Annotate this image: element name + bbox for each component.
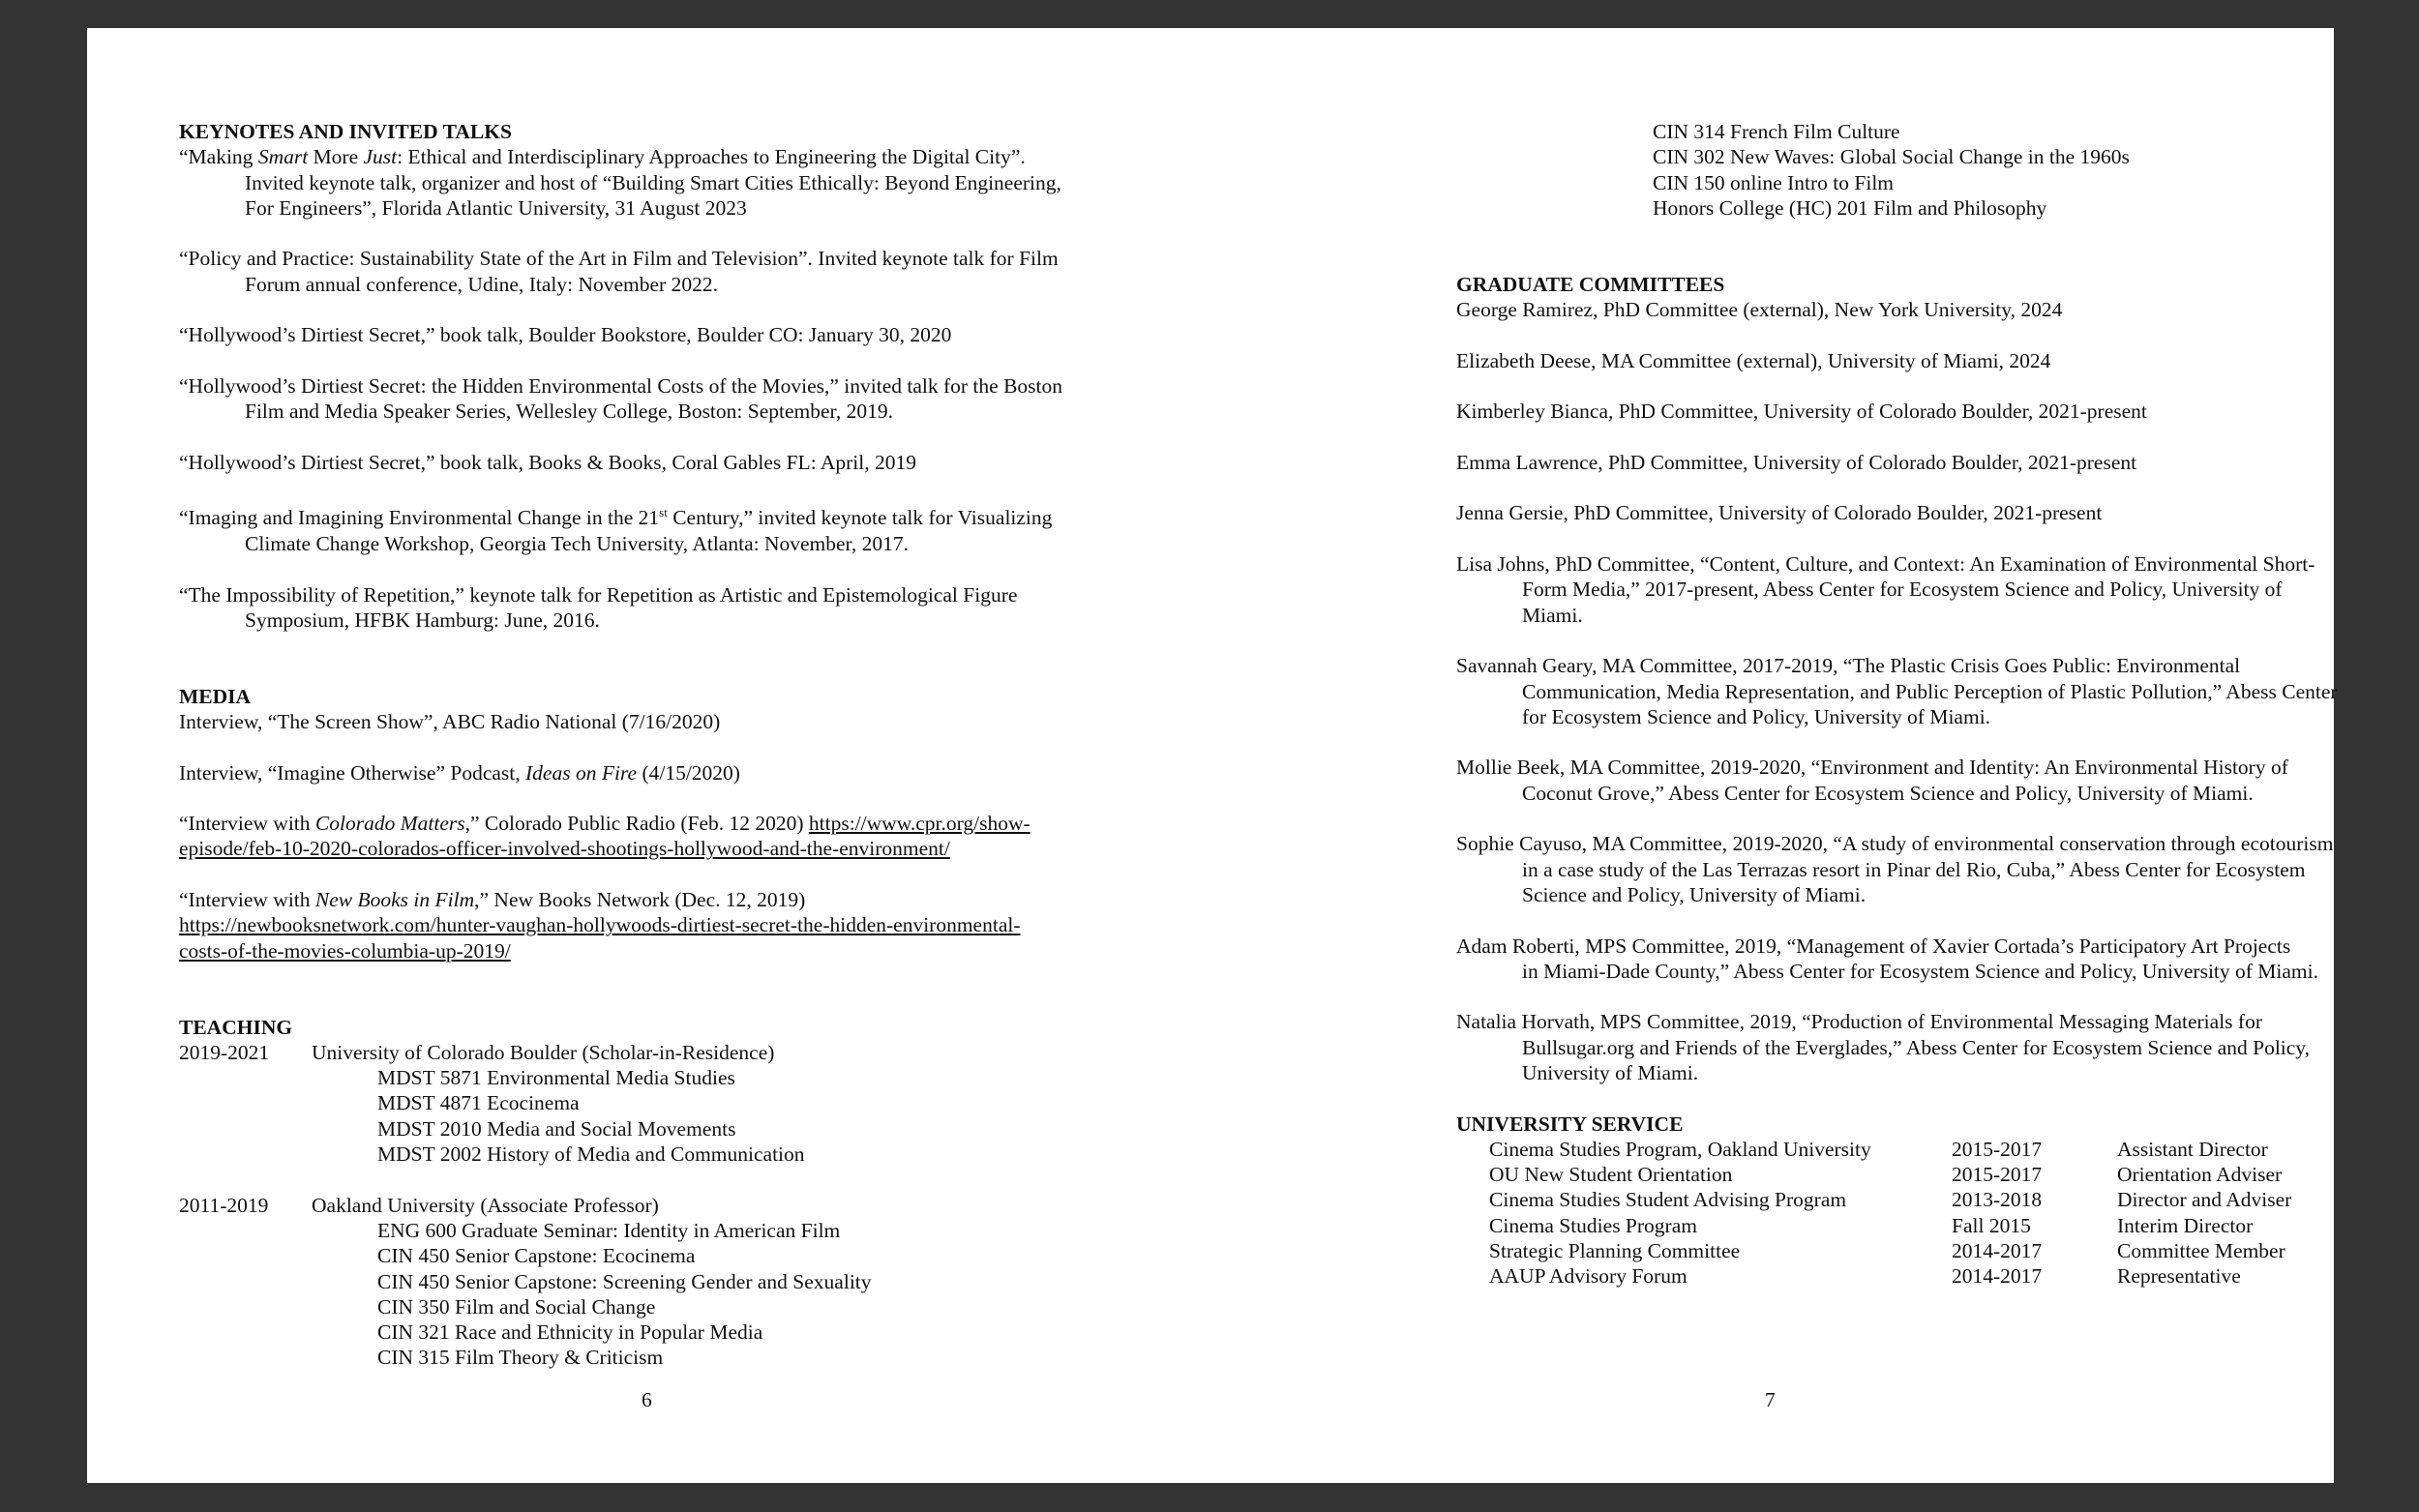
media-item-imagine-otherwise: Interview, “Imagine Otherwise” Podcast, Ideas on Fire (4/15/2020)	[179, 760, 740, 785]
media-item-colorado-matters: “Interview with Colorado Matters,” Colorado Public Radio (Feb. 12 2020) https://www.cpr.org/show- episode/feb-10-2020-colorados-officer-involved-shootings-hollywood-and-the-environment/	[179, 812, 1030, 861]
talk-policy-and-practice: “Policy and Practice: Sustainability State of the Art in Film and Television”. Invited keynote talk for Film Forum annual conference, Udine, Italy: November 2022.	[179, 247, 1059, 296]
service-name: OU New Student Orientation	[1489, 1163, 1733, 1187]
talk-wellesley: “Hollywood’s Dirtiest Secret: the Hidden Environmental Costs of the Movies,” invited talk for the Boston Film and Media Speaker Series, Wellesley College, Boston: September, 2019.	[179, 373, 1063, 424]
service-row	[1456, 1137, 2419, 1162]
cpr-link-part1[interactable]: https://www.cpr.org/show-	[808, 812, 1030, 836]
course-item: Honors College (HC) 201 Film and Philosophy	[1653, 195, 2047, 220]
course-item: CIN 315 Film Theory & Criticism	[377, 1346, 664, 1370]
page-6-content	[179, 119, 1147, 1371]
talk-making-smart-more-just: “Making Smart More Just: Ethical and Interdisciplinary Approaches to Engineering the Digital City”. Invited keynote talk, organizer and host of “Building Smart Cities Ethically: Beyond Engineering, For Engineers”, Florida Atlantic University, 31 August 2023	[179, 145, 1061, 220]
service-name: AAUP Advisory Forum	[1489, 1264, 1687, 1289]
service-role: Director and Adviser	[2117, 1188, 2292, 1212]
service-name: Cinema Studies Program	[1489, 1213, 1697, 1237]
course-item: CIN 150 online Intro to Film	[1653, 170, 1895, 194]
service-row	[1456, 1263, 2419, 1289]
course-item: ENG 600 Graduate Seminar: Identity in American Film	[377, 1218, 841, 1242]
media-heading: MEDIA	[179, 684, 252, 708]
graduate-committees-heading: GRADUATE COMMITTEES	[1456, 272, 1725, 296]
teaching-years: 2011-2019	[179, 1193, 269, 1217]
page-number: 7	[1765, 1388, 1776, 1411]
course-item: MDST 4871 Ecocinema	[377, 1091, 580, 1115]
service-role: Interim Director	[2117, 1213, 2254, 1237]
page-6	[87, 28, 1210, 1483]
service-years: 2015-2017	[1952, 1137, 2043, 1161]
committee-item: Adam Roberti, MPS Committee, 2019, “Management of Xavier Cortada’s Participatory Art Projects in Miami-Dade County,” Abess Center for Ecosystem Science and Policy, University of Miami.	[1456, 934, 2319, 983]
committee-item: Elizabeth Deese, MA Committee (external), University of Miami, 2024	[1456, 348, 2051, 372]
page-7-content	[1456, 119, 2419, 1290]
course-item: MDST 2010 Media and Social Movements	[377, 1116, 736, 1141]
service-years: 2013-2018	[1952, 1188, 2043, 1212]
service-role: Representative	[2117, 1264, 2241, 1289]
teaching-heading: TEACHING	[179, 1015, 293, 1039]
service-name: Cinema Studies Program, Oakland University	[1489, 1137, 1871, 1161]
talk-boulder-bookstore: “Hollywood’s Dirtiest Secret,” book talk, Boulder Bookstore, Boulder CO: January 30, 2020	[179, 323, 952, 347]
committee-item: Mollie Beek, MA Committee, 2019-2020, “Environment and Identity: An Environmental History of Coconut Grove,” Abess Center for Ecosystem Science and Policy, University of Miami.	[1456, 756, 2288, 805]
service-row	[1456, 1238, 2419, 1263]
course-item: CIN 302 New Waves: Global Social Change in the 1960s	[1653, 145, 2130, 169]
newbooks-link-part1[interactable]: https://newbooksnetwork.com/hunter-vaughan-hollywoods-dirtiest-secret-the-hidden-environmental-	[179, 913, 1021, 937]
service-role: Committee Member	[2117, 1239, 2285, 1263]
committee-item: Kimberley Bianca, PhD Committee, University of Colorado Boulder, 2021-present	[1456, 400, 2147, 424]
committee-item: Natalia Horvath, MPS Committee, 2019, “Production of Environmental Messaging Materials for Bullsugar.org and Friends of the Everglades,” Abess Center for Ecosystem Science and Policy, University of Miami.	[1456, 1010, 2311, 1084]
teaching-block-colorado	[179, 1040, 1147, 1065]
teaching-years: 2019-2021	[179, 1040, 270, 1064]
cpr-link-part2[interactable]: episode/feb-10-2020-colorados-officer-involved-shootings-hollywood-and-the-environment/	[179, 837, 950, 861]
course-item: CIN 314 French Film Culture	[1653, 120, 1900, 143]
university-service-heading: UNIVERSITY SERVICE	[1456, 1112, 1684, 1136]
talk-georgia-tech: “Imaging and Imagining Environmental Change in the 21st Century,” invited keynote talk for Visualizing Climate Change Workshop, Georgia Tech University, Atlanta: November, 2017.	[179, 505, 1053, 555]
talk-hfbk-hamburg: “The Impossibility of Repetition,” keynote talk for Repetition as Artistic and Epistemological Figure Symposium, HFBK Hamburg: June, 2016.	[179, 582, 1018, 632]
committee-item: Savannah Geary, MA Committee, 2017-2019, “The Plastic Crisis Goes Public: Environmental Communication, Media Representation, and Public Perception of Plastic Pollution,” Abess Center for Ecosystem Science and Policy, University of Miami.	[1456, 654, 2338, 728]
service-years: 2014-2017	[1952, 1239, 2043, 1263]
teaching-block-oakland	[179, 1193, 1147, 1218]
service-years: 2014-2017	[1952, 1264, 2043, 1289]
course-item: MDST 5871 Environmental Media Studies	[377, 1066, 735, 1090]
service-row	[1456, 1213, 2419, 1238]
committee-item: Sophie Cayuso, MA Committee, 2019-2020, “A study of environmental conservation through ecotourism in a case study of the Las Terrazas resort in Pinar del Rio, Cuba,” Abess Center for Ecosystem Science and Policy, University of Miami.	[1456, 832, 2334, 906]
service-role: Orientation Adviser	[2117, 1163, 2283, 1187]
committee-item: George Ramirez, PhD Committee (external), New York University, 2024	[1456, 298, 2063, 322]
course-item: CIN 350 Film and Social Change	[377, 1294, 656, 1319]
media-item-new-books-in-film: “Interview with New Books in Film,” New Books Network (Dec. 12, 2019) https://newbooksnetwork.com/hunter-vaughan-hollywoods-dirtiest-secret-the-hidden-environmental- costs-of-the-movies-columbia-up-2019/	[179, 888, 1021, 963]
service-name: Strategic Planning Committee	[1489, 1239, 1741, 1263]
keynotes-heading: KEYNOTES AND INVITED TALKS	[179, 120, 512, 143]
document-spread	[87, 28, 2338, 1483]
course-item: MDST 2002 History of Media and Communication	[377, 1142, 805, 1167]
media-item-screen-show: Interview, “The Screen Show”, ABC Radio National (7/16/2020)	[179, 709, 721, 733]
service-role: Assistant Director	[2117, 1137, 2268, 1161]
committee-item: Jenna Gersie, PhD Committee, University of Colorado Boulder, 2021-present	[1456, 501, 2103, 525]
service-row	[1456, 1187, 2419, 1212]
service-years: Fall 2015	[1952, 1213, 2031, 1237]
course-item: CIN 450 Senior Capstone: Screening Gender and Sexuality	[377, 1269, 872, 1293]
course-item: CIN 450 Senior Capstone: Ecocinema	[377, 1244, 696, 1268]
talk-books-and-books: “Hollywood’s Dirtiest Secret,” book talk, Books & Books, Coral Gables FL: April, 2019	[179, 450, 916, 474]
committee-item: Emma Lawrence, PhD Committee, University of Colorado Boulder, 2021-present	[1456, 450, 2137, 474]
teaching-institution: University of Colorado Boulder (Scholar-in-Residence)	[312, 1040, 775, 1064]
newbooks-link-part2[interactable]: costs-of-the-movies-columbia-up-2019/	[179, 938, 511, 963]
teaching-institution: Oakland University (Associate Professor)	[312, 1193, 659, 1217]
page-number: 6	[642, 1388, 652, 1411]
committee-item: Lisa Johns, PhD Committee, “Content, Culture, and Context: An Examination of Environmental Short- Form Media,” 2017-present, Abess Center for Ecosystem Science and Policy, University of Miami.	[1456, 552, 2315, 627]
page-7	[1210, 28, 2338, 1483]
service-years: 2015-2017	[1952, 1163, 2043, 1187]
service-name: Cinema Studies Student Advising Program	[1489, 1188, 1847, 1212]
service-row	[1456, 1162, 2419, 1187]
course-item: CIN 321 Race and Ethnicity in Popular Media	[377, 1320, 763, 1345]
